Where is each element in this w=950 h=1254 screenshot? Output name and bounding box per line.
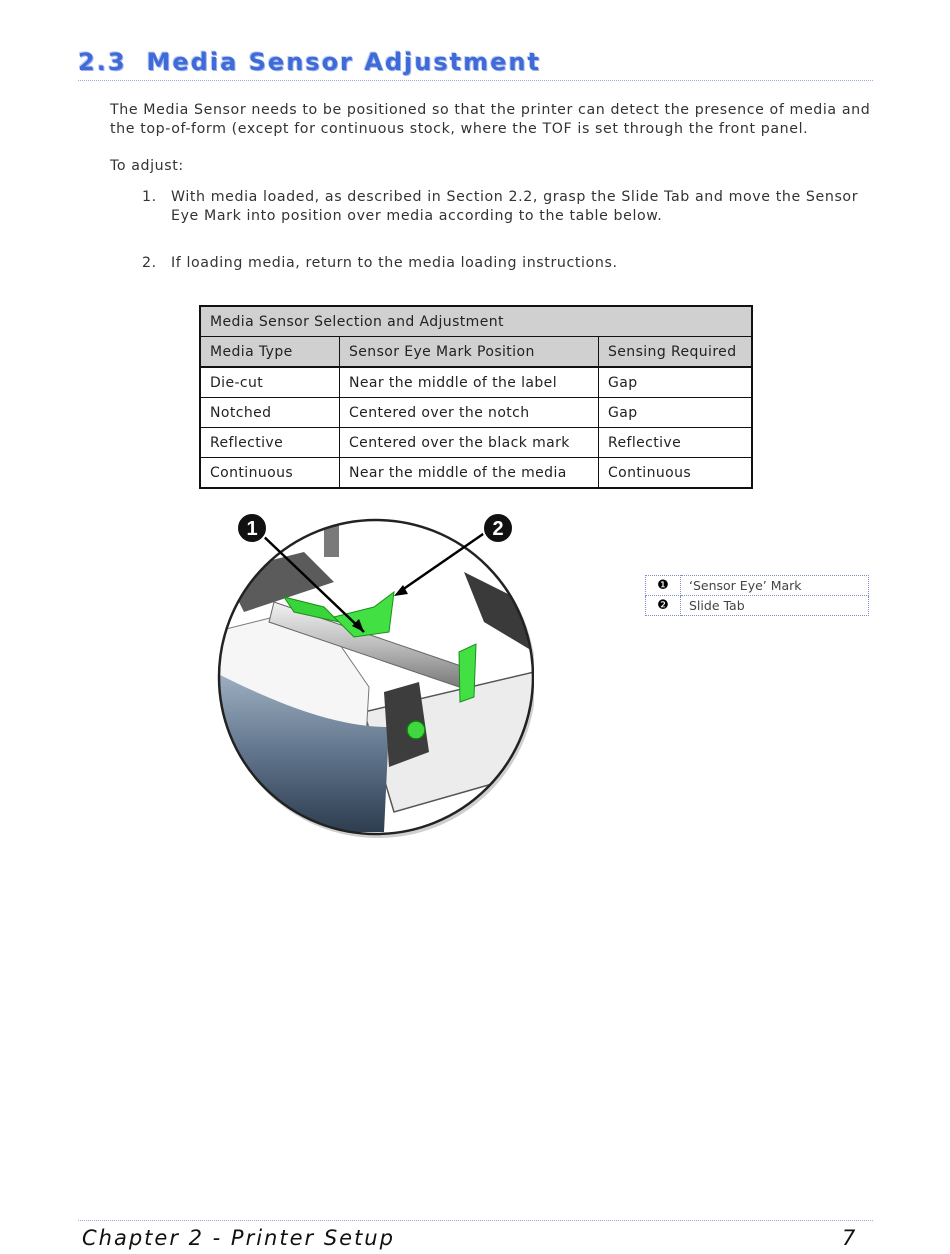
legend-label: ‘Sensor Eye’ Mark: [681, 576, 869, 596]
table-row: [200, 367, 752, 398]
step-number: 1.: [142, 189, 157, 205]
table-cell: Gap: [599, 367, 753, 398]
legend-row: [646, 596, 869, 616]
table-cell: Gap: [599, 398, 753, 428]
table-cell: Centered over the black mark: [340, 428, 599, 458]
table-row: [200, 398, 752, 428]
table-cell: Continuous: [200, 458, 340, 489]
table-cell: Reflective: [200, 428, 340, 458]
step-text: With media loaded, as described in Section 2.2, grasp the Slide Tab and move the Sensor Eye Mark into position over media according to the table below.: [171, 189, 859, 224]
table-caption: Media Sensor Selection and Adjustment: [200, 306, 752, 337]
media-sensor-illustration: [214, 512, 534, 842]
table-row: [200, 458, 752, 489]
footer-page-number: 7: [842, 1226, 856, 1250]
section-number: 2.3: [78, 48, 127, 76]
step-text: If loading media, return to the media loading instructions.: [171, 255, 618, 271]
table-cell: Notched: [200, 398, 340, 428]
header-eye-mark-position: Sensor Eye Mark Position: [340, 337, 599, 368]
table-cell: Near the middle of the media: [340, 458, 599, 489]
table-cell: Die-cut: [200, 367, 340, 398]
intro-paragraph: The Media Sensor needs to be positioned so that the printer can detect the presence of media and the top-of-form (except for continuous stock, where the TOF is set through the front panel.: [110, 102, 871, 137]
callout-number-1: 1: [246, 518, 258, 540]
legend-row: [646, 576, 869, 596]
table-cell: Reflective: [599, 428, 753, 458]
table-row: [200, 428, 752, 458]
step-1: [142, 188, 882, 226]
legend-badge: ❶: [646, 576, 681, 596]
footer-chapter: Chapter 2 - Printer Setup: [82, 1226, 395, 1250]
step-number: 2.: [142, 255, 157, 271]
media-sensor-table: [199, 305, 753, 489]
figure-legend: [645, 575, 869, 616]
callout-number-2: 2: [492, 518, 504, 540]
table-cell: Centered over the notch: [340, 398, 599, 428]
footer-divider: [78, 1220, 873, 1221]
header-media-type: Media Type: [200, 337, 340, 368]
header-sensing-required: Sensing Required: [599, 337, 753, 368]
legend-label: Slide Tab: [681, 596, 869, 616]
to-adjust-label: To adjust:: [110, 158, 184, 174]
step-2: [142, 254, 882, 273]
section-title: Media Sensor Adjustment: [146, 48, 541, 76]
section-heading: [78, 48, 873, 81]
table-caption-row: [200, 306, 752, 337]
table-cell: Continuous: [599, 458, 753, 489]
legend-badge: ❷: [646, 596, 681, 616]
table-header-row: [200, 337, 752, 368]
table-cell: Near the middle of the label: [340, 367, 599, 398]
